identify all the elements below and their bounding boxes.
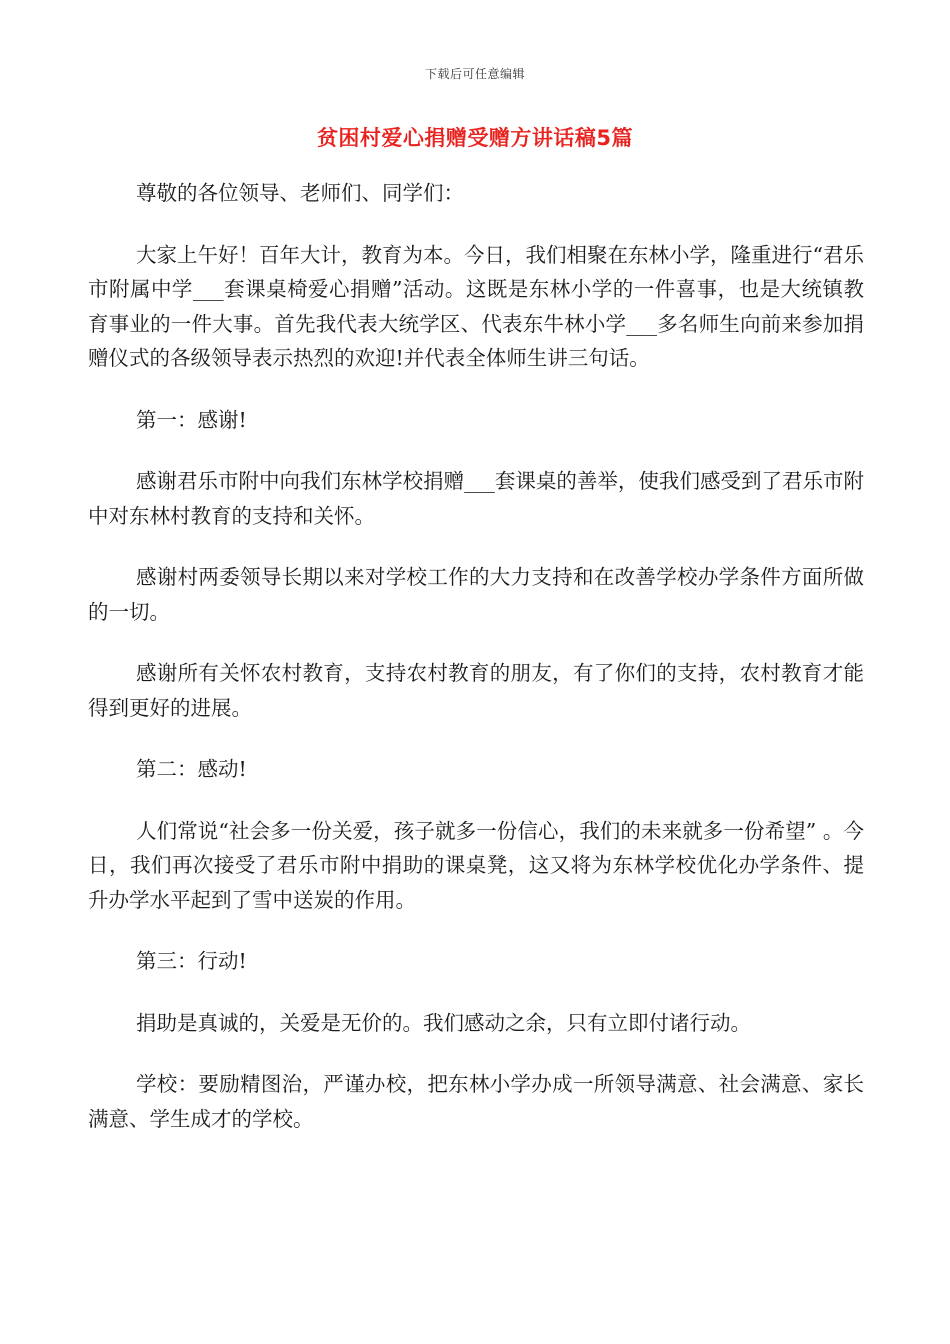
thanks-paragraph-2: 感谢村两委领导长期以来对学校工作的大力支持和在改善学校办学条件方面所做的一切。 (88, 565, 864, 624)
salutation-paragraph: 尊敬的各位领导、老师们、同学们： (136, 181, 464, 205)
header-note: 下载后可任意编辑 (424, 67, 525, 81)
school-pledge-paragraph: 学校：要励精图治，严谨办校，把东林小学办成一所领导满意、社会满意、家长满意、学生成才的学校。 (88, 1072, 864, 1131)
thanks-paragraph-3: 感谢所有关怀农村教育，支持农村教育的朋友，有了你们的支持，农村教育才能得到更好的进展。 (88, 661, 864, 720)
action-paragraph: 捐助是真诚的，关爱是无价的。我们感动之余，只有立即付诸行动。 (136, 1010, 751, 1035)
opening-paragraph: 大家上午好！百年大计，教育为本。今日，我们相聚在东林小学，隆重进行“君乐市附属中学___套课桌椅爱心捐赠”活动。这既是东林小学的一件喜事，也是大统镇教育事业的一件大事。首先我代表大统学区、代表东牛林小学___多名师生向前来参加捐赠仪式的各级领导表示热烈的欢迎!并代表全体师生讲三句话。 (88, 242, 864, 370)
document-body (88, 176, 864, 1163)
touched-paragraph: 人们常说“社会多一份关爱，孩子就多一份信心，我们的未来就多一份希望” 。今日，我们再次接受了君乐市附中捐助的课桌凳，这又将为东林学校优化办学条件、提升办学水平起到了雪中送炭的作用。 (88, 818, 864, 912)
section-heading-second: 第二：感动! (136, 757, 247, 781)
section-heading-third: 第三：行动! (136, 949, 247, 973)
thanks-paragraph-1: 感谢君乐市附中向我们东林学校捐赠___套课桌的善举，使我们感受到了君乐市附中对东林村教育的支持和关怀。 (88, 469, 864, 528)
document-title: 贫困村爱心捐赠受赠方讲话稿5篇 (316, 126, 634, 150)
section-heading-first: 第一：感谢! (136, 407, 247, 432)
